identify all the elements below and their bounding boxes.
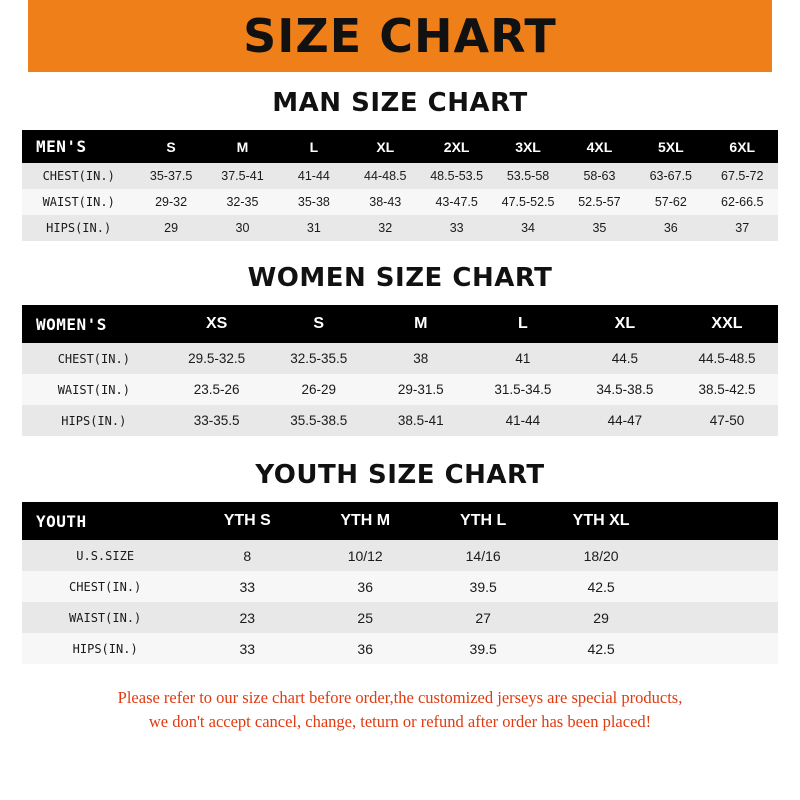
youth-row-0-cell-1: 10/12 [347, 547, 383, 564]
youth-row-3-cell-2: 39.5 [469, 640, 497, 657]
man-row-1-cell-6: 52.5-57 [578, 195, 621, 209]
youth-header-cell-1: YTH S [223, 512, 271, 529]
youth-row-3-cell-1: 36 [357, 640, 373, 657]
man-row-2-cell-8: 37 [735, 221, 750, 235]
youth-row-1-cell-3: 42.5 [587, 578, 615, 595]
man-row-2-cell-5: 34 [521, 221, 535, 235]
women-row-0-cell-2: 38 [413, 351, 429, 366]
header-left-spacer [0, 0, 28, 72]
women-header-cell-3: M [414, 315, 428, 332]
man-header-cell-2: M [236, 138, 249, 155]
women-row-2-cell-1: 35.5-38.5 [290, 413, 348, 428]
man-header-cell-7: 4XL [586, 138, 613, 155]
header-banner [0, 0, 800, 72]
youth-header-cell-4: YTH XL [572, 512, 630, 529]
table-header-row [22, 130, 778, 163]
youth-row-3-label: HIPS(IN.) [72, 641, 138, 656]
table-header-row [22, 502, 778, 540]
youth-row-2-cell-3: 29 [593, 609, 609, 626]
table-row [22, 571, 778, 602]
women-header-cell-2: S [313, 315, 325, 332]
women-row-1-cell-4: 34.5-38.5 [596, 382, 654, 397]
women-header-cell-1: XS [205, 315, 228, 332]
man-row-0-cell-2: 41-44 [297, 169, 330, 183]
table-row [22, 602, 778, 633]
women-row-1-cell-1: 26-29 [301, 382, 336, 397]
women-row-2-cell-3: 41-44 [505, 413, 541, 428]
women-row-2-cell-2: 38.5-41 [397, 413, 444, 428]
man-row-0-cell-3: 44-48.5 [364, 169, 407, 183]
youth-row-2-cell-1: 25 [357, 609, 373, 626]
man-header-cell-0: MEN'S [36, 137, 87, 156]
man-section-title: MAN SIZE CHART [272, 88, 528, 118]
women-header-cell-0: WOMEN'S [36, 314, 107, 334]
man-row-1-cell-1: 32-35 [226, 195, 259, 209]
content-area [0, 88, 800, 734]
youth-row-3-cell-3: 42.5 [587, 640, 615, 657]
man-row-0-cell-0: 35-37.5 [149, 169, 193, 183]
man-row-1-cell-0: 29-32 [155, 195, 188, 209]
youth-row-0-cell-3: 18/20 [583, 547, 619, 564]
women-row-2-cell-0: 33-35.5 [193, 413, 240, 428]
youth-row-1-cell-0: 33 [239, 578, 256, 595]
women-header-cell-5: XL [614, 315, 636, 332]
man-row-1-cell-2: 35-38 [297, 195, 330, 209]
women-header-cell-4: L [517, 315, 528, 332]
youth-row-2-label: WAIST(IN.) [69, 610, 142, 625]
table-row [22, 215, 778, 241]
youth-header-cell-0: YOUTH [36, 511, 87, 531]
man-row-2-cell-2: 31 [306, 221, 321, 235]
women-row-0-cell-0: 29.5-32.5 [188, 351, 246, 366]
women-row-2-cell-5: 47-50 [709, 413, 745, 428]
youth-section-title: YOUTH SIZE CHART [255, 460, 545, 490]
youth-row-2-cell-0: 23 [239, 609, 256, 626]
man-header-cell-8: 5XL [657, 138, 684, 155]
youth-row-2-cell-4 [660, 602, 778, 633]
table-row [22, 343, 778, 374]
women-size-table [22, 305, 778, 436]
table-row [22, 540, 778, 571]
man-row-1-cell-7: 57-62 [654, 195, 687, 209]
women-row-1-cell-0: 23.5-26 [193, 382, 240, 397]
youth-row-1-cell-1: 36 [357, 578, 373, 595]
women-section-title: WOMEN SIZE CHART [247, 263, 553, 293]
youth-row-0-label: U.S.SIZE [76, 548, 135, 563]
man-row-1-cell-4: 43-47.5 [435, 195, 478, 209]
women-row-0-cell-4: 44.5 [611, 351, 639, 366]
youth-row-0-cell-2: 14/16 [465, 547, 501, 564]
man-row-0-label: CHEST(IN.) [42, 169, 115, 183]
man-header-cell-5: 2XL [443, 138, 470, 155]
youth-row-3-cell-4 [660, 633, 778, 664]
man-row-0-cell-6: 58-63 [583, 169, 616, 183]
man-row-2-cell-4: 33 [449, 221, 464, 235]
man-row-0-cell-1: 37.5-41 [221, 169, 264, 183]
man-header-cell-1: S [166, 138, 176, 155]
youth-header-cell-3: YTH L [460, 512, 507, 529]
footer-note-line-1: Please refer to our size chart before order,the customized jerseys are special products, [117, 688, 683, 707]
man-header-cell-6: 3XL [515, 138, 541, 155]
footer-note [22, 686, 778, 734]
man-row-2-cell-7: 36 [663, 221, 678, 235]
man-row-1-cell-5: 47.5-52.5 [501, 195, 555, 209]
man-header-cell-3: L [309, 138, 319, 155]
table-row [22, 405, 778, 436]
women-row-1-cell-5: 38.5-42.5 [698, 382, 756, 397]
youth-header-cell-5 [660, 502, 778, 540]
man-row-2-cell-1: 30 [235, 221, 250, 235]
women-row-1-cell-2: 29-31.5 [397, 382, 444, 397]
women-row-0-label: CHEST(IN.) [57, 351, 130, 366]
youth-header-cell-2: YTH M [340, 512, 391, 529]
women-row-0-cell-3: 41 [515, 351, 531, 366]
man-row-2-cell-0: 29 [164, 221, 179, 235]
footer-note-line-2: we don't accept cancel, change, teturn or refund after order has been placed! [148, 711, 652, 731]
table-row [22, 189, 778, 215]
table-row [22, 163, 778, 189]
man-row-1-label: WAIST(IN.) [42, 195, 115, 209]
man-header-cell-9: 6XL [729, 138, 756, 155]
women-row-1-cell-3: 31.5-34.5 [494, 382, 552, 397]
women-row-2-cell-4: 44-47 [607, 413, 643, 428]
youth-row-1-cell-4 [660, 571, 778, 602]
man-header-cell-4: XL [376, 138, 395, 155]
youth-row-3-cell-0: 33 [239, 640, 256, 657]
youth-row-2-cell-2: 27 [475, 609, 491, 626]
women-row-2-label: HIPS(IN.) [61, 413, 127, 428]
man-row-0-cell-4: 48.5-53.5 [430, 169, 484, 183]
youth-size-table [22, 502, 778, 664]
man-row-0-cell-5: 53.5-58 [506, 169, 550, 183]
man-row-0-cell-8: 67.5-72 [721, 169, 764, 183]
table-row [22, 633, 778, 664]
man-row-1-cell-3: 38-43 [369, 195, 402, 209]
page-title: SIZE CHART [243, 9, 557, 63]
table-header-row [22, 305, 778, 343]
youth-row-1-cell-2: 39.5 [469, 578, 497, 595]
women-row-1-label: WAIST(IN.) [57, 382, 130, 397]
youth-row-0-cell-0: 8 [243, 547, 252, 564]
table-row [22, 374, 778, 405]
man-size-table [22, 130, 778, 241]
man-row-2-label: HIPS(IN.) [46, 221, 112, 235]
youth-row-1-label: CHEST(IN.) [69, 579, 142, 594]
women-row-0-cell-5: 44.5-48.5 [698, 351, 756, 366]
man-row-2-cell-3: 32 [378, 221, 393, 235]
header-right-spacer [772, 0, 800, 72]
man-row-1-cell-8: 62-66.5 [721, 195, 764, 209]
man-row-0-cell-7: 63-67.5 [649, 169, 693, 183]
women-row-0-cell-1: 32.5-35.5 [290, 351, 348, 366]
man-row-2-cell-6: 35 [592, 221, 607, 235]
women-header-cell-6: XXL [711, 315, 743, 332]
youth-row-0-cell-4 [660, 540, 778, 571]
